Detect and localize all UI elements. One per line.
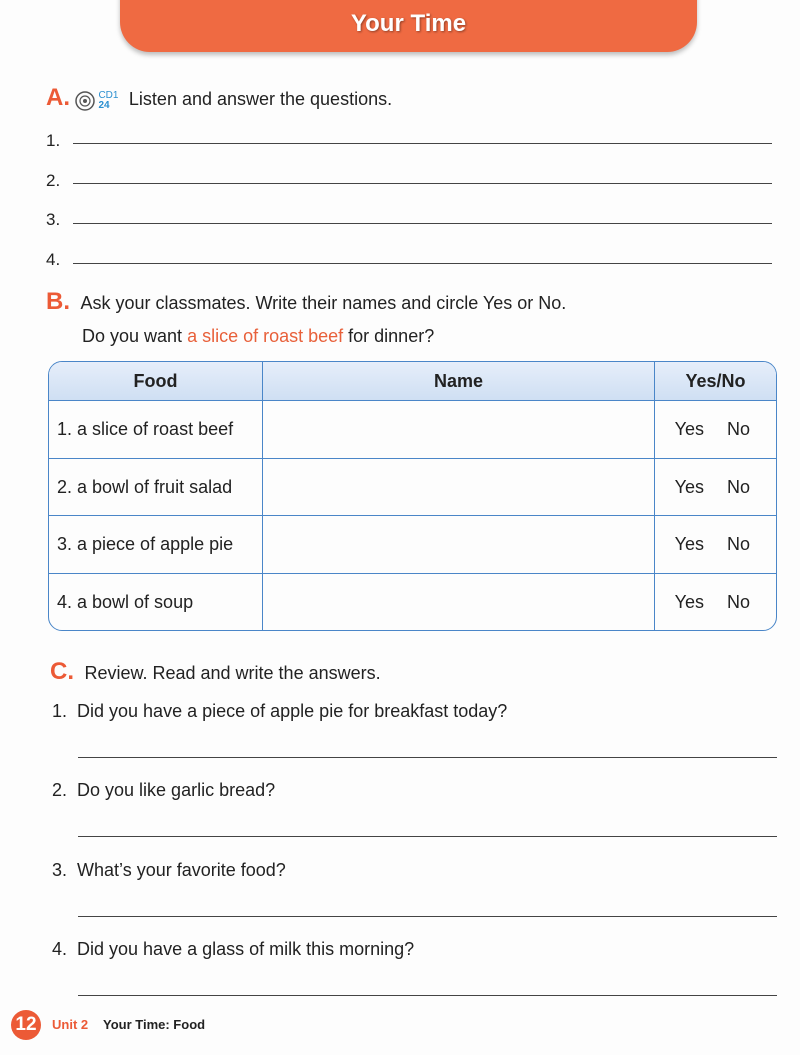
yes-no-cell[interactable]: Yes No xyxy=(655,401,777,459)
answer-line[interactable] xyxy=(73,263,772,264)
section-letter: B. xyxy=(46,288,70,315)
column-header: Food xyxy=(49,362,263,401)
question-text: Do you want xyxy=(82,326,188,346)
footer-title: Your Time: Food xyxy=(103,1017,206,1032)
food-cell: 2. a bowl of fruit salad xyxy=(49,458,263,516)
track-number: 24 xyxy=(98,99,110,111)
question: 3. What’s your favorite food? xyxy=(52,860,286,880)
answer-line[interactable] xyxy=(73,223,772,224)
name-cell[interactable] xyxy=(263,574,655,630)
instruction: Listen and answer the questions. xyxy=(128,89,393,109)
section-letter: C. xyxy=(50,658,74,685)
table-row xyxy=(49,401,776,459)
food-cell: 4. a bowl of soup xyxy=(49,574,263,630)
section-letter: A. xyxy=(46,84,70,111)
instruction: Ask your classmates. Write their names and circle Yes or No. xyxy=(80,293,567,313)
name-cell[interactable] xyxy=(263,458,655,516)
table-row xyxy=(49,458,776,516)
title-banner xyxy=(120,0,697,52)
answer-line[interactable] xyxy=(78,995,777,996)
table-row xyxy=(49,574,776,630)
table-header xyxy=(49,362,776,401)
item-number: 4. xyxy=(46,250,61,269)
yes-no-cell[interactable]: Yes No xyxy=(655,458,777,516)
section-a-header xyxy=(46,84,392,112)
page-number: 12 xyxy=(11,1010,41,1040)
unit-label: Unit 2 xyxy=(52,1017,89,1032)
food-cell: 1. a slice of roast beef xyxy=(49,401,263,459)
yes-no-cell[interactable]: Yes No xyxy=(655,516,777,574)
answer-line[interactable] xyxy=(78,916,777,917)
table-row xyxy=(49,516,776,574)
item-number: 1. xyxy=(46,131,61,150)
page-title: Your Time xyxy=(350,10,467,37)
item-number: 3. xyxy=(46,210,61,229)
answer-line[interactable] xyxy=(73,183,772,184)
question: 1. Did you have a piece of apple pie for breakfast today? xyxy=(52,701,508,721)
example-question xyxy=(82,326,434,347)
yes-no-cell[interactable]: Yes No xyxy=(655,574,777,630)
cd-track xyxy=(74,90,118,112)
answer-line[interactable] xyxy=(73,143,772,144)
highlight-phrase: a slice of roast beef xyxy=(187,326,344,346)
cd-label: CD1 xyxy=(98,89,119,101)
name-cell[interactable] xyxy=(263,516,655,574)
question-text: for dinner? xyxy=(343,326,435,346)
question: 4. Did you have a glass of milk this morning? xyxy=(52,939,415,959)
section-c-header xyxy=(50,658,381,686)
question: 2. Do you like garlic bread? xyxy=(52,780,276,800)
column-header: Name xyxy=(263,362,655,401)
answer-line[interactable] xyxy=(78,836,777,837)
column-header: Yes/No xyxy=(655,362,777,401)
name-cell[interactable] xyxy=(263,401,655,459)
item-number: 2. xyxy=(46,171,61,190)
cd-audio-icon xyxy=(74,90,96,112)
instruction: Review. Read and write the answers. xyxy=(84,663,381,683)
answer-line[interactable] xyxy=(78,757,777,758)
food-cell: 3. a piece of apple pie xyxy=(49,516,263,574)
section-b-header xyxy=(46,288,566,316)
survey-table xyxy=(48,361,777,631)
